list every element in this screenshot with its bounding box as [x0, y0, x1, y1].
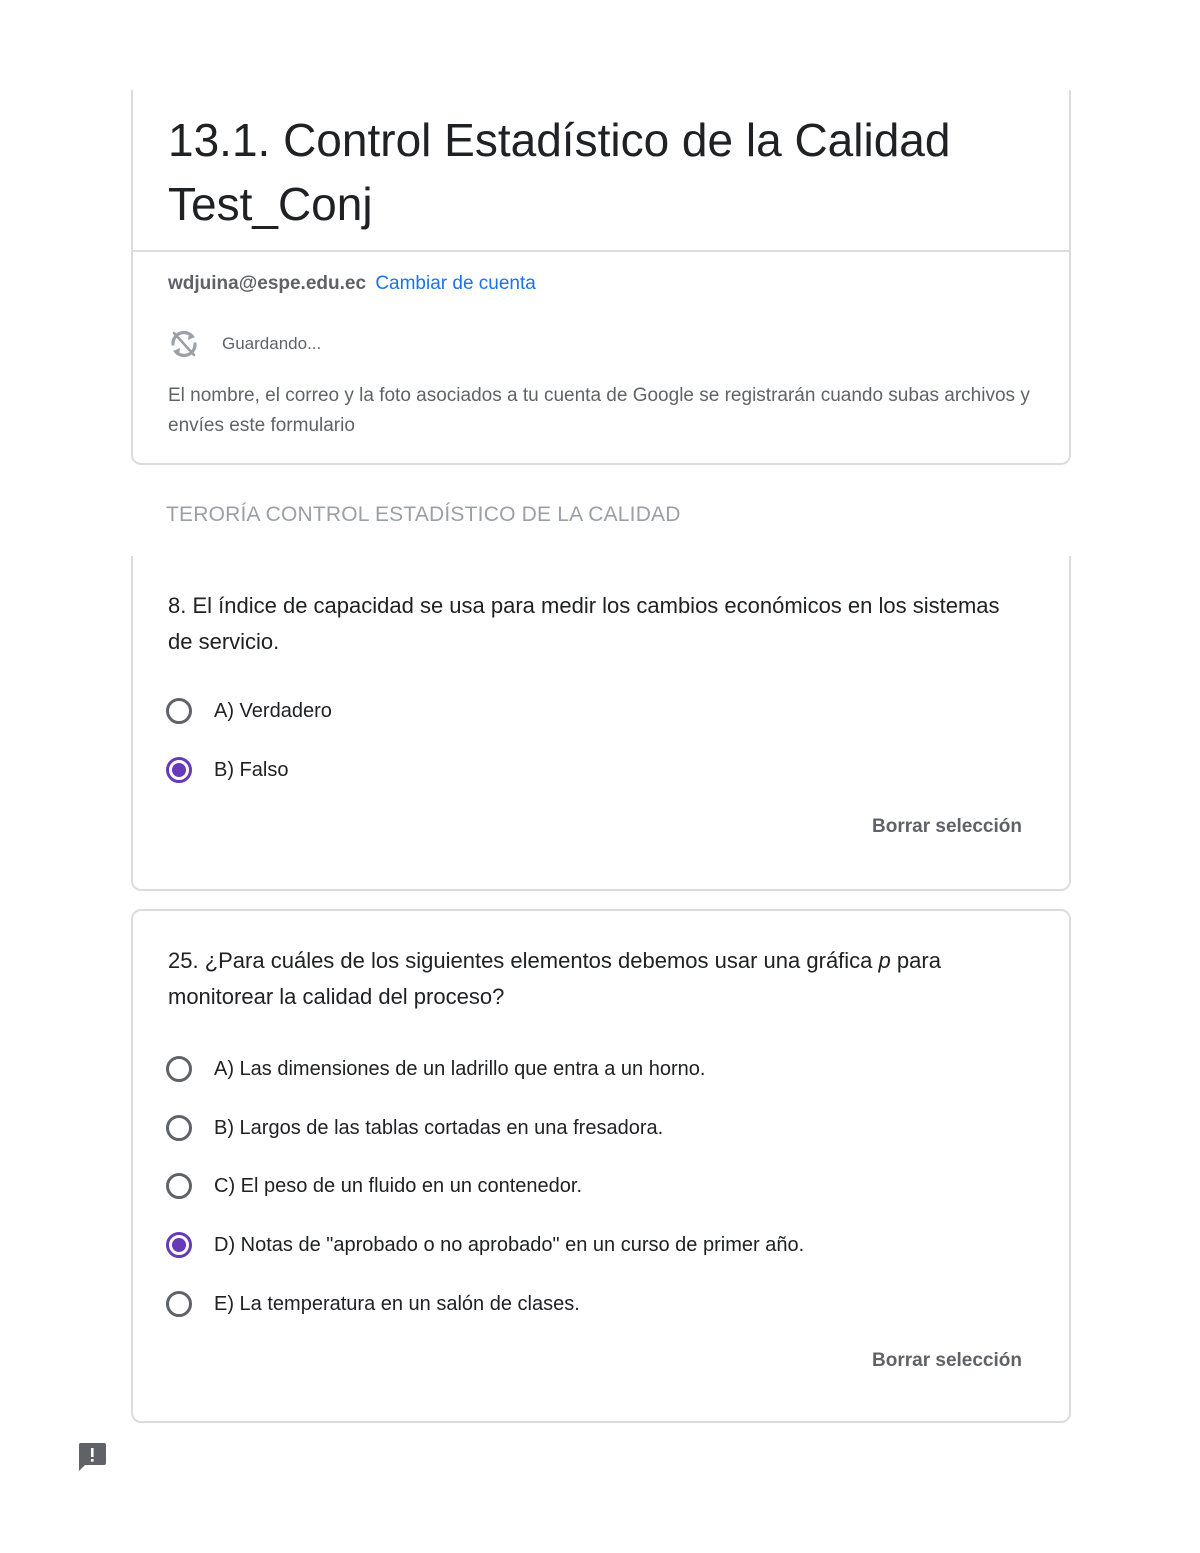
option-c[interactable] [166, 1173, 582, 1199]
option-label: B) Largos de las tablas cortadas en una fresadora. [214, 1116, 664, 1139]
radio-button[interactable] [166, 1056, 192, 1082]
option-label: B) Falso [214, 758, 289, 781]
option-d[interactable] [166, 1232, 804, 1258]
radio-button-selected[interactable] [166, 757, 192, 783]
option-label: C) El peso de un fluido en un contenedor. [214, 1174, 583, 1197]
option-a[interactable] [166, 698, 332, 724]
feedback-icon[interactable] [76, 1441, 108, 1473]
option-b[interactable] [166, 757, 288, 783]
question-text-italic: p [878, 948, 891, 973]
option-label: A) Las dimensiones de un ladrillo que entra a un horno. [214, 1057, 706, 1080]
switch-account-link[interactable]: Cambiar de cuenta [375, 273, 536, 294]
question-text [168, 943, 1028, 1015]
question-card-25 [131, 909, 1071, 1423]
account-notice: El nombre, el correo y la foto asociados a tu cuenta de Google se registrarán cuando subas archivos y envíes este formulario [168, 385, 1030, 436]
question-text-part: para monitorear la calidad del proceso? [168, 948, 941, 1009]
option-label: A) Verdadero [214, 699, 332, 722]
option-label: D) Notas de "aprobado o no aprobado" en un curso de primer año. [214, 1233, 805, 1256]
form-title: 13.1. Control Estadístico de la Calidad Test_Conj [168, 114, 951, 230]
form-header-card [131, 90, 1071, 465]
saving-text: Guardando... [222, 334, 322, 353]
radio-button[interactable] [166, 698, 192, 724]
radio-button[interactable] [166, 1291, 192, 1317]
option-label: E) La temperatura en un salón de clases. [214, 1292, 580, 1315]
account-row [168, 270, 536, 298]
clear-selection-button[interactable]: Borrar selección [872, 1350, 1022, 1371]
sync-off-icon [168, 330, 200, 358]
radio-button[interactable] [166, 1173, 192, 1199]
option-e[interactable] [166, 1291, 580, 1317]
radio-button[interactable] [166, 1115, 192, 1141]
option-b[interactable] [166, 1115, 663, 1141]
account-email: wdjuina@espe.edu.ec [168, 273, 367, 294]
clear-selection-button[interactable]: Borrar selección [872, 816, 1022, 837]
option-a[interactable] [166, 1056, 705, 1082]
radio-button-selected[interactable] [166, 1232, 192, 1258]
question-card-8 [131, 556, 1071, 891]
saving-status [168, 330, 321, 358]
question-text: 8. El índice de capacidad se usa para medir los cambios económicos en los sistemas de servicio. [168, 593, 1000, 654]
section-title: TERORÍA CONTROL ESTADÍSTICO DE LA CALIDAD [166, 503, 681, 526]
title-divider [133, 250, 1069, 252]
question-text-part: 25. ¿Para cuáles de los siguientes elementos debemos usar una gráfica [168, 948, 879, 973]
